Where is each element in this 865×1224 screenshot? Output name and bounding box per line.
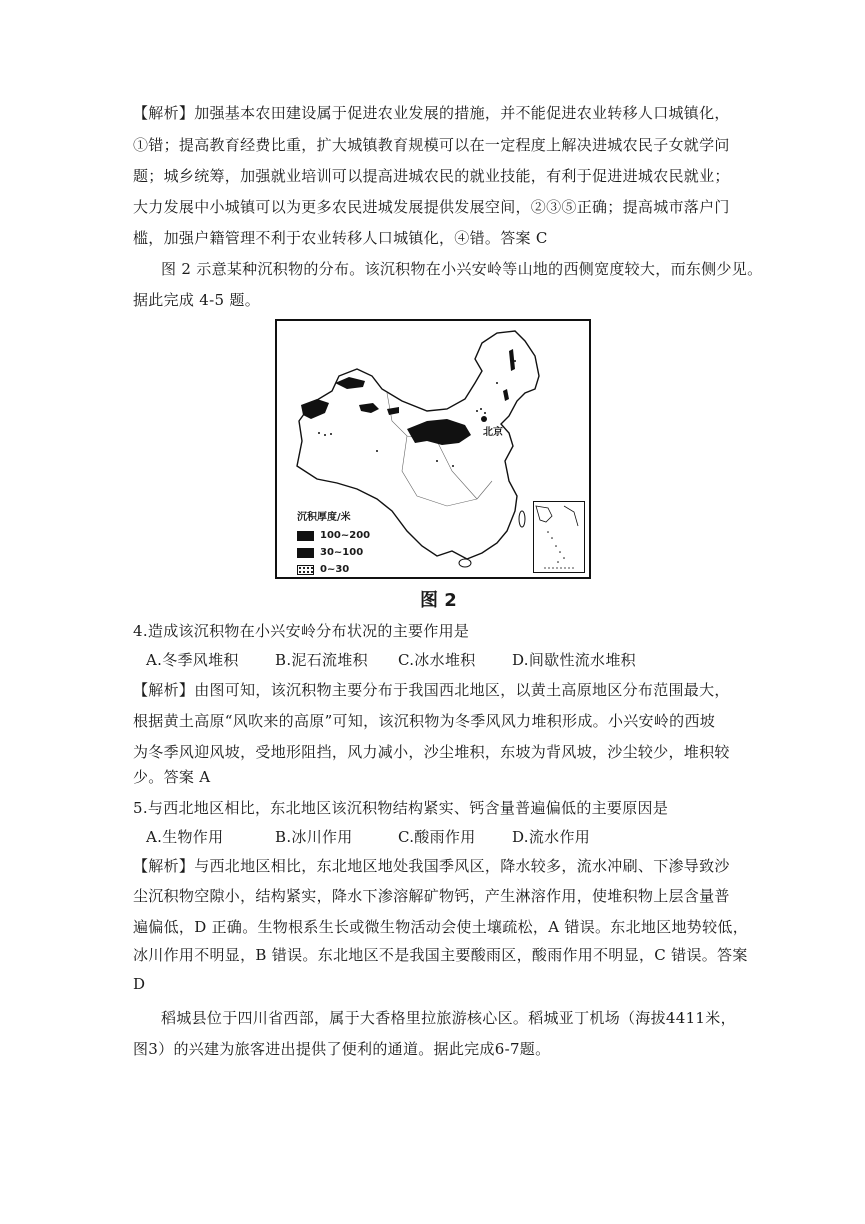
deposit-dots	[318, 360, 516, 467]
q4-option-c: C.冰水堆积	[398, 651, 476, 669]
taiwan-island	[519, 511, 525, 527]
intro45-line-1: 图 2 示意某种沉积物的分布。该沉积物在小兴安岭等山地的西侧宽度较大，而东侧少见。	[161, 260, 763, 278]
analysis5-line-4: 冰川作用不明显，B 错误。东北地区不是我国主要酸雨区，酸雨作用不明显，C 错误。答案	[133, 946, 748, 964]
q5-option-a: A.生物作用	[146, 828, 224, 846]
analysis5-line-5: D	[133, 975, 146, 993]
legend-swatch-solid	[297, 548, 314, 558]
analysis4-line-2: 根据黄土高原“风吹来的高原”可知，该沉积物为冬季风风力堆积形成。小兴安岭的西坡	[133, 712, 716, 730]
legend-title: 沉积厚度/米	[297, 512, 351, 523]
deposit-hexi	[387, 407, 399, 415]
legend-item-30-100	[297, 544, 370, 561]
legend-swatch-solid	[297, 531, 314, 541]
deposit-northeast-2	[503, 389, 509, 401]
beijing-marker	[481, 416, 487, 422]
q5-option-b: B.冰川作用	[275, 828, 353, 846]
analysis5-line-1: 【解析】与西北地区相比，东北地区地处我国季风区，降水较多，流水冲刷、下渗导致沙	[133, 857, 730, 875]
intro45-line-2: 据此完成 4-5 题。	[133, 291, 260, 309]
deposit-north-xinjiang	[335, 377, 365, 389]
intro67-line-1: 稻城县位于四川省西部，属于大香格里拉旅游核心区。稻城亚丁机场（海拔4411米，	[161, 1009, 736, 1027]
deposit-northeast-1	[509, 349, 515, 371]
analysis4-line-1: 【解析】由图可知，该沉积物主要分布于我国西北地区，以黄土高原地区分布范围最大，	[133, 681, 730, 699]
beijing-label: 北京	[483, 427, 503, 438]
figure-caption: 图 2	[420, 590, 457, 611]
legend-item-0-30	[297, 561, 370, 578]
question-5: 5.与西北地区相比，东北地区该沉积物结构紧实、钙含量普遍偏低的主要原因是	[133, 799, 669, 817]
question-4: 4.造成该沉积物在小兴安岭分布状况的主要作用是	[133, 622, 470, 640]
analysis5-line-3: 遍偏低，D 正确。生物根系生长或微生物活动会使土壤疏松，A 错误。东北地区地势较低，	[133, 918, 748, 936]
hainan-island	[459, 559, 471, 567]
analysis3-line-5: 槛，加强户籍管理不利于农业转移人口城镇化，④错。答案 C	[133, 229, 548, 247]
analysis4-line-4: 少。答案 A	[133, 768, 211, 786]
legend-label-30-100: 30~100	[320, 547, 364, 558]
analysis4-line-3: 为冬季风迎风坡，受地形阻挡，风力减小，沙尘堆积，东坡为背风坡，沙尘较少，堆积较	[133, 743, 730, 761]
deposit-tarim-west	[301, 399, 329, 419]
south-china-sea-inset	[533, 501, 585, 573]
deposit-loess-plateau	[407, 419, 471, 445]
q5-option-d: D.流水作用	[512, 828, 591, 846]
inset-map	[534, 502, 584, 572]
analysis3-line-1: 【解析】加强基本农田建设属于促进农业发展的措施，并不能促进农业转移人口城镇化，	[133, 104, 730, 122]
legend-swatch-dots	[297, 565, 314, 575]
q4-option-b: B.泥石流堆积	[275, 651, 368, 669]
q4-option-d: D.间歇性流水堆积	[512, 651, 636, 669]
deposit-tarim-south	[359, 403, 379, 413]
legend-label-0-30: 0~30	[320, 564, 350, 575]
figure-map	[275, 319, 591, 579]
q4-option-a: A.冬季风堆积	[146, 651, 239, 669]
map-legend	[297, 508, 370, 578]
analysis5-line-2: 尘沉积物空隙小，结构紧实，降水下渗溶解矿物钙，产生淋溶作用，使堆积物上层含量普	[133, 887, 730, 905]
analysis3-line-3: 题；城乡统筹，加强就业培训可以提高进城农民的就业技能，有利于促进进城农民就业；	[133, 167, 730, 185]
legend-label-100-200: 100~200	[320, 530, 371, 541]
analysis3-line-2: ①错；提高教育经费比重，扩大城镇教育规模可以在一定程度上解决进城农民子女就学问	[133, 136, 730, 154]
intro67-line-2: 图3）的兴建为旅客进出提供了便利的通道。据此完成6-7题。	[133, 1040, 551, 1058]
analysis3-line-4: 大力发展中小城镇可以为更多农民进城发展提供发展空间，②③⑤正确；提高城市落户门	[133, 198, 730, 216]
q5-option-c: C.酸雨作用	[398, 828, 476, 846]
legend-item-100-200	[297, 527, 370, 544]
